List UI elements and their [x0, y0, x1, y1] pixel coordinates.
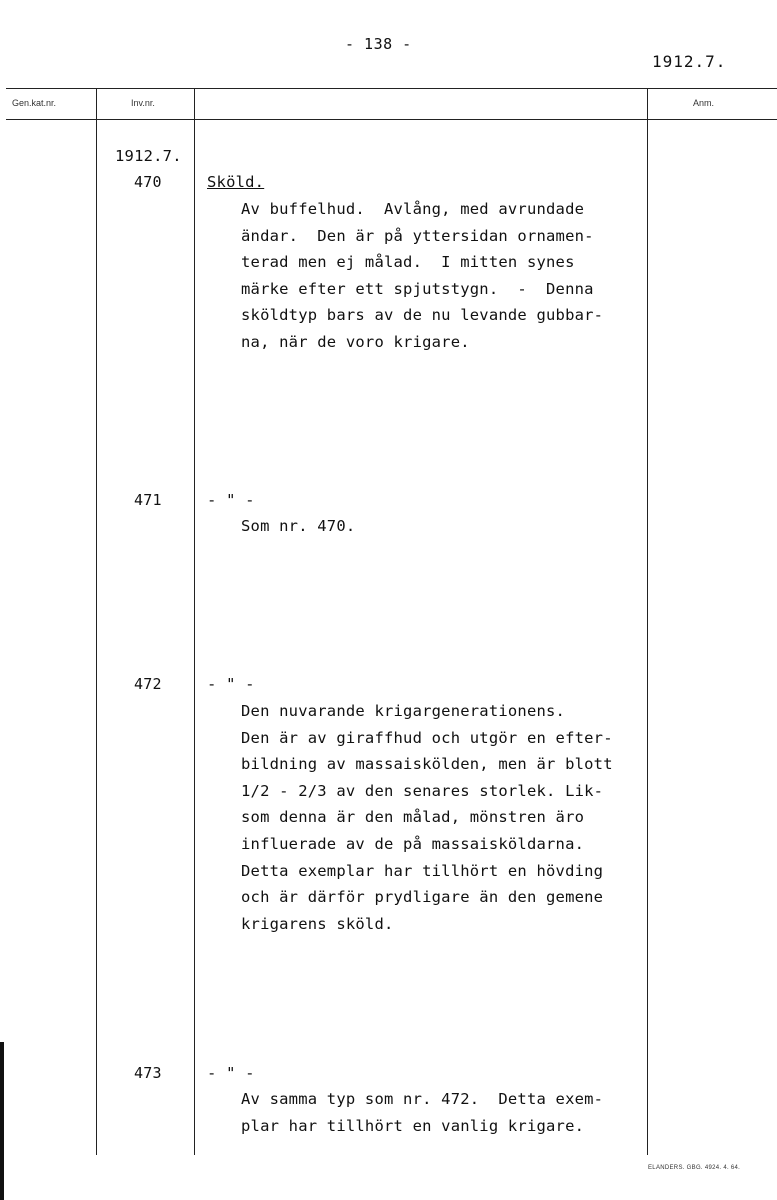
description-line: Detta exemplar har tillhört en hövding [241, 861, 604, 880]
header-bottom-rule [6, 119, 777, 120]
description-line: märke efter ett spjutstygn. - Denna [241, 279, 594, 298]
ditto-mark: - " - [207, 491, 255, 509]
inv-number: 471 [134, 491, 162, 509]
description-line: och är därför prydligare än den gemene [241, 888, 604, 907]
column-divider-gen-inv [96, 88, 97, 1155]
entry-description [241, 196, 603, 356]
entry-year: 1912.7. [115, 147, 182, 165]
inv-number: 470 [134, 173, 162, 191]
column-divider-desc-anm [647, 88, 648, 1155]
description-line: krigarens sköld. [241, 914, 394, 933]
inv-number: 473 [134, 1064, 162, 1082]
entry-description [241, 1086, 603, 1139]
ditto-mark: - " - [207, 1064, 255, 1082]
description-line: plar har tillhört en vanlig krigare. [241, 1116, 585, 1135]
ditto-mark: - " - [207, 675, 255, 693]
scan-edge-bar [0, 1042, 4, 1200]
entry-description [241, 513, 355, 540]
description-line: Av samma typ som nr. 472. Detta exem- [241, 1090, 604, 1108]
description-line: 1/2 - 2/3 av den senares storlek. Lik- [241, 781, 604, 800]
inv-number: 472 [134, 675, 162, 693]
page-number: - 138 - [345, 35, 412, 53]
description-line: Den nuvarande krigargenerationens. [241, 702, 566, 720]
entry-title: Sköld. [207, 173, 265, 191]
description-line: som denna är den målad, mönstren äro [241, 808, 585, 827]
description-line: ändar. Den är på yttersidan ornamen- [241, 226, 594, 245]
column-header-gen-kat-nr: Gen.kat.nr. [12, 98, 57, 108]
description-line: terad men ej målad. I mitten synes [241, 253, 575, 272]
printer-mark: ELANDERS. GBG. 4924. 4. 64. [648, 1165, 741, 1171]
header-top-rule [6, 88, 777, 89]
description-line: influerade av de på massaisköldarna. [241, 834, 585, 853]
header-year: 1912.7. [652, 52, 727, 71]
description-line: na, när de voro krigare. [241, 332, 470, 351]
description-line: Som nr. 470. [241, 517, 356, 535]
entry-description [241, 698, 613, 937]
column-header-inv-nr: Inv.nr. [131, 98, 155, 108]
description-line: sköldtyp bars av de nu levande gubbar- [241, 306, 604, 325]
description-line: Av buffelhud. Avlång, med avrundade [241, 200, 585, 218]
description-line: Den är av giraffhud och utgör en efter- [241, 728, 613, 747]
column-header-anm: Anm. [693, 98, 715, 108]
column-divider-inv-desc [194, 88, 195, 1155]
description-line: bildning av massaiskölden, men är blott [241, 755, 613, 774]
